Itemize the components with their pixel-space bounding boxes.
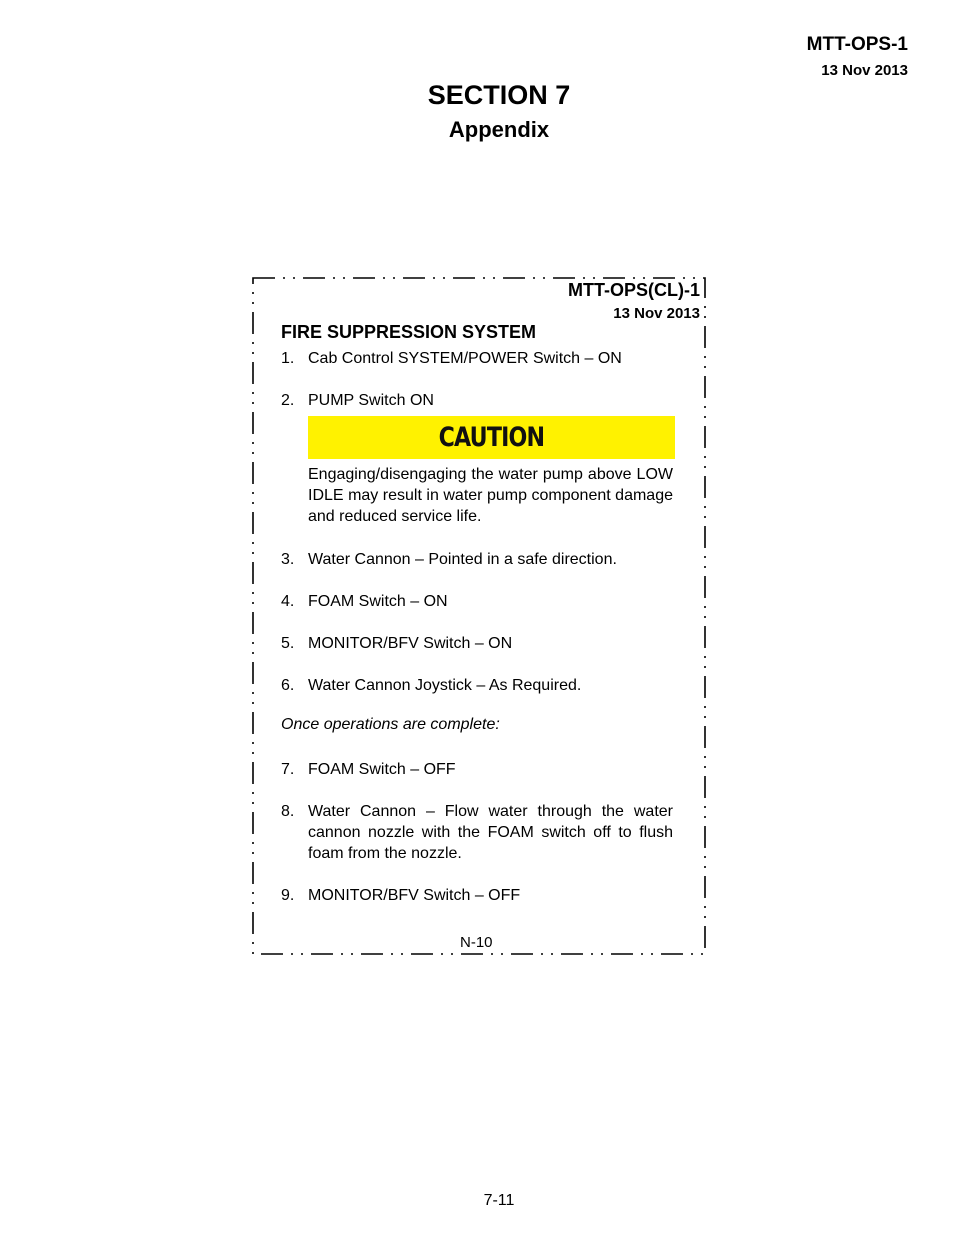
step-item — [281, 759, 673, 780]
section-subtitle: Appendix — [448, 117, 550, 142]
caution-label: CAUTION — [438, 422, 545, 453]
step-number: 9. — [281, 887, 295, 904]
step-text: FOAM Switch – ON — [308, 593, 448, 610]
step-item — [281, 885, 673, 906]
step-item — [281, 348, 673, 369]
step-text: MONITOR/BFV Switch – OFF — [308, 887, 521, 904]
page-number: 7-11 — [483, 1192, 515, 1209]
step-number: 4. — [281, 593, 295, 610]
step-item — [281, 591, 673, 612]
section-title: SECTION 7 — [427, 80, 571, 110]
step-number: 8. — [281, 803, 295, 820]
step-text: MONITOR/BFV Switch – ON — [308, 635, 513, 652]
step-text: Water Cannon – Flow water through the water cannon nozzle with the FOAM switch off to flush foam from the nozzle. — [308, 803, 673, 862]
card-heading: FIRE SUPPRESSION SYSTEM — [281, 322, 537, 342]
step-number: 6. — [281, 677, 295, 694]
step-number: 1. — [281, 350, 295, 367]
caution-banner — [308, 416, 675, 459]
card-document-id: MTT-OPS(CL)-1 — [568, 280, 700, 300]
operations-note: Once operations are complete: — [281, 716, 500, 733]
step-text: Water Cannon Joystick – As Required. — [308, 677, 582, 694]
caution-text: Engaging/disengaging the water pump above LOW IDLE may result in water pump component damage and reduced service life. — [308, 466, 673, 525]
step-item — [281, 675, 673, 696]
step-text: Cab Control SYSTEM/POWER Switch – ON — [308, 350, 622, 367]
document-date: 13 Nov 2013 — [821, 62, 908, 79]
step-text: Water Cannon – Pointed in a safe direction. — [308, 551, 617, 568]
step-number: 5. — [281, 635, 295, 652]
step-text: FOAM Switch – OFF — [308, 761, 456, 778]
step-item — [281, 390, 673, 411]
step-item — [281, 801, 673, 864]
card-page-number: N-10 — [460, 934, 493, 951]
step-text: PUMP Switch ON — [308, 392, 434, 409]
card-document-date: 13 Nov 2013 — [613, 305, 700, 322]
step-item — [281, 633, 673, 654]
document-id: MTT-OPS-1 — [806, 34, 908, 55]
step-number: 3. — [281, 551, 295, 568]
step-item — [281, 549, 673, 570]
step-number: 2. — [281, 392, 295, 409]
step-number: 7. — [281, 761, 295, 778]
